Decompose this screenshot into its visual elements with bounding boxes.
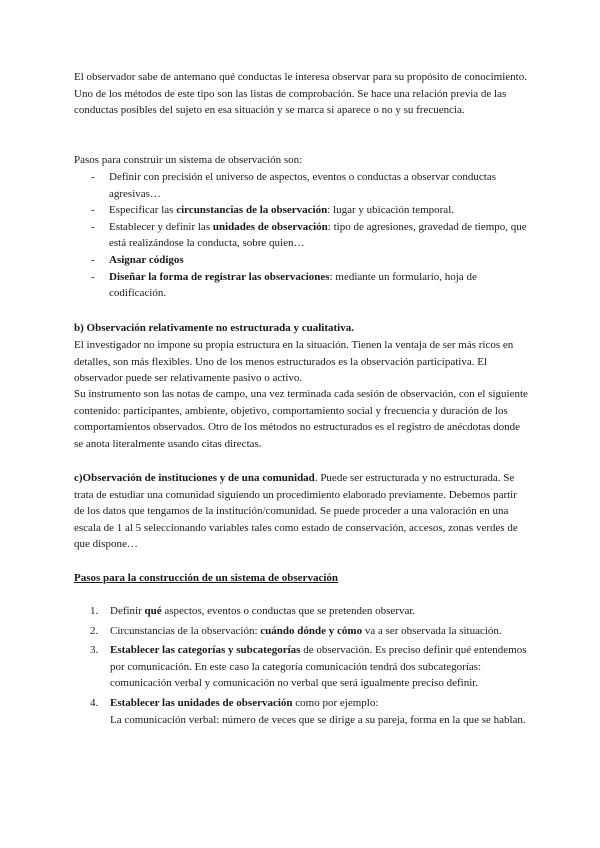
section-b-title: b) Observación relativamente no estructurada y cualitativa. <box>74 322 354 334</box>
list-item: 2. Circunstancias de la observación: cuándo dónde y cómo va a ser observada la situación. <box>90 624 502 637</box>
list-item: - Especificar las circunstancias de la observación: lugar y ubicación temporal. <box>74 202 530 219</box>
list-item: - Diseñar la forma de registrar las observaciones: mediante un formulario, hoja de codificación. <box>74 269 530 302</box>
list-item: 4. Establecer las unidades de observación como por ejemplo: La comunicación verbal: número de veces que se dirige a su pareja, forma en la que se hablan. <box>90 696 526 726</box>
construction-heading: Pasos para la construcción de un sistema de observación <box>74 572 338 584</box>
list-item: - Asignar códigos <box>74 252 530 269</box>
section-c-paragraph: c)Observación de instituciones y de una comunidad. Puede ser estructurada y no estructurada. Se trata de estudiar una comunidad siguiendo un procedimiento elaborado previamente. Debemos partir de los datos que tengamos de la institución/comunidad. Se puede proceder a una valoración en una escala de 1 al 5 seleccionando variables tales como estado de conservación, accesos, zonas verdes de que dispone… <box>74 472 518 551</box>
steps-list <box>74 169 530 302</box>
list-item: 3. Establecer las categorías y subcategorías de observación. Es preciso definir qué entendemos por comunicación. En este caso la categoría comunicación tendrá dos subcategorías: comunicación verbal y comunicación no verbal que será igualmente preciso definir. <box>90 644 527 690</box>
steps-heading: Pasos para construir un sistema de observación son: <box>74 154 303 166</box>
list-item: 1. Definir qué aspectos, eventos o conductas que se pretenden observar. <box>90 605 416 617</box>
section-b-paragraph-2: Su instrumento son las notas de campo, una vez terminada cada sesión de observación, con el siguiente contenido: participantes, ambiente, objetivo, comportamiento social y frecuencia y duración de los comportamientos observados. Otro de los métodos no estructurados es el registro de anécdotas donde se anota literalmente usando citas directas. <box>74 388 528 450</box>
list-item: - Definir con precisión el universo de aspectos, eventos o conductas a observar conductas agresivas… <box>74 169 530 202</box>
construction-list <box>74 603 534 731</box>
section-c-title: c)Observación de instituciones y de una comunidad <box>74 472 315 484</box>
section-b-paragraph-1: El investigador no impone su propia estructura en la situación. Tienen la ventaja de ser más ricos en detalles, son más flexibles. Uno de los menos estructurados es la observación participativa. El observador puede ser relativamente pasivo o activo. <box>74 339 514 385</box>
intro-paragraph: El observador sabe de antemano qué conductas le interesa observar para su propósito de conocimiento. Uno de los métodos de este tipo son las listas de comprobación. Se hace una relación previa de las conductas posibles del sujeto en esa situación y se marca si aparece o no y su frecuencia. <box>74 71 527 117</box>
list-item: - Establecer y definir las unidades de observación: tipo de agresiones, gravedad de tiempo, que está realizándose la conducta, sobre quien… <box>74 219 530 252</box>
